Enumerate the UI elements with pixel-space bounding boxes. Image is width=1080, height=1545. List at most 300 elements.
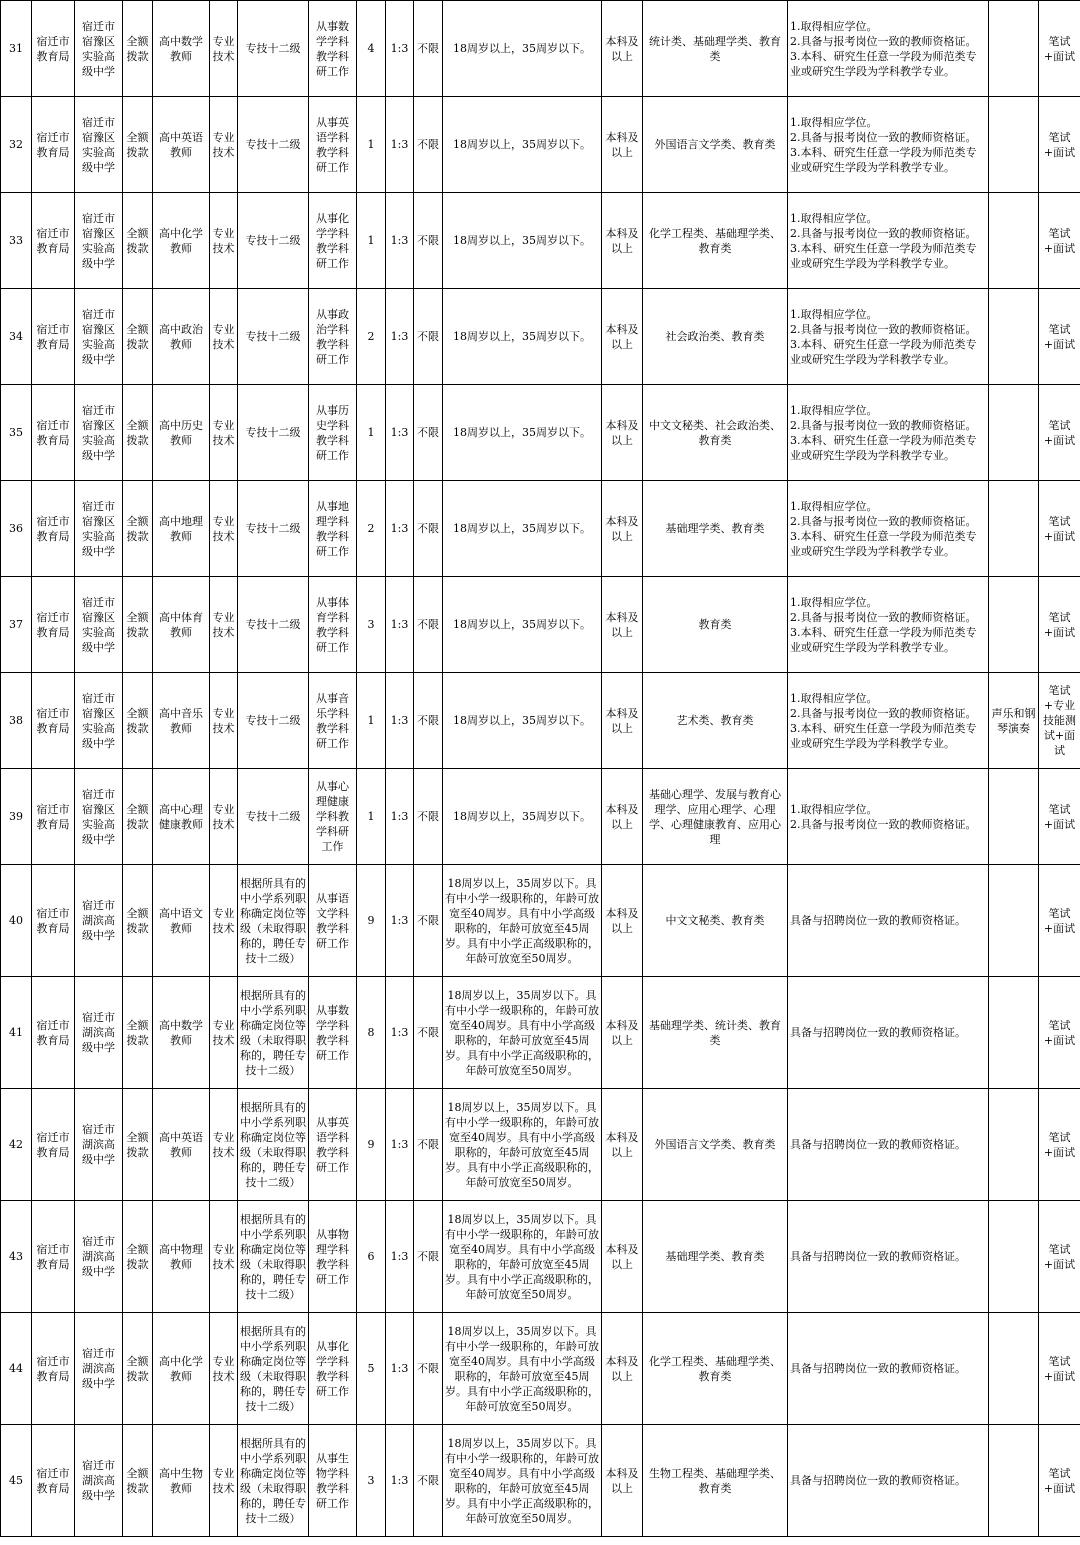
cell-unit: 宿迁市湖滨高级中学 [75, 1313, 123, 1425]
cell-exam: 笔试+面试 [1039, 577, 1080, 673]
cell-no: 38 [1, 673, 32, 769]
cell-no: 34 [1, 289, 32, 385]
cell-scope: 不限 [414, 1425, 443, 1537]
table-row-32 [1, 97, 1080, 193]
cell-no: 37 [1, 577, 32, 673]
requirement-line: 1.取得相应学位。 [790, 595, 878, 609]
table-row-33 [1, 193, 1080, 289]
table-row-41 [1, 977, 1080, 1089]
requirement-line: 具备与招聘岗位一致的教师资格证。 [790, 1474, 966, 1487]
cell-scope: 不限 [414, 673, 443, 769]
cell-position: 高中物理教师 [153, 1201, 210, 1313]
cell-education: 本科及以上 [602, 1425, 643, 1537]
cell-position: 高中历史教师 [153, 385, 210, 481]
cell-department: 宿迁市教育局 [32, 577, 75, 673]
requirement-line: 具备与招聘岗位一致的教师资格证。 [790, 1362, 966, 1375]
cell-count: 9 [357, 865, 386, 977]
cell-ratio: 1:3 [386, 385, 414, 481]
cell-funding: 全额拨款 [123, 577, 153, 673]
cell-duty: 从事心理健康学科教学科研工作 [309, 769, 357, 865]
cell-scope: 不限 [414, 1, 443, 97]
requirement-line: 1.取得相应学位。 [790, 403, 878, 417]
requirement-line: 2.具备与报考岗位一致的教师资格证。 [790, 817, 977, 831]
cell-count: 5 [357, 1313, 386, 1425]
cell-funding: 全额拨款 [123, 193, 153, 289]
cell-age: 18周岁以上，35周岁以下。 [443, 481, 602, 577]
cell-education: 本科及以上 [602, 97, 643, 193]
cell-ratio: 1:3 [386, 1201, 414, 1313]
cell-duty: 从事数学学科教学科研工作 [309, 977, 357, 1089]
cell-other-requirements [788, 1425, 989, 1537]
cell-department: 宿迁市教育局 [32, 385, 75, 481]
cell-note [989, 385, 1039, 481]
cell-department: 宿迁市教育局 [32, 769, 75, 865]
cell-note [989, 193, 1039, 289]
cell-scope: 不限 [414, 1089, 443, 1201]
cell-major: 生物工程类、基础理学类、教育类 [643, 1425, 788, 1537]
cell-no: 36 [1, 481, 32, 577]
cell-unit: 宿迁市宿豫区实验高级中学 [75, 193, 123, 289]
cell-ratio: 1:3 [386, 865, 414, 977]
cell-department: 宿迁市教育局 [32, 481, 75, 577]
table-row-38 [1, 673, 1080, 769]
cell-other-requirements [788, 769, 989, 865]
cell-position: 高中化学教师 [153, 1313, 210, 1425]
cell-funding: 全额拨款 [123, 865, 153, 977]
cell-count: 1 [357, 97, 386, 193]
cell-other-requirements [788, 977, 989, 1089]
cell-unit: 宿迁市宿豫区实验高级中学 [75, 289, 123, 385]
cell-count: 1 [357, 385, 386, 481]
cell-major: 外国语言文学类、教育类 [643, 97, 788, 193]
cell-exam: 笔试+面试 [1039, 289, 1080, 385]
cell-ratio: 1:3 [386, 481, 414, 577]
cell-scope: 不限 [414, 977, 443, 1089]
cell-position: 高中政治教师 [153, 289, 210, 385]
requirement-line: 3.本科、研究生任意一学段为师范类专业或研究生学段为学科教学专业。 [790, 337, 977, 366]
cell-count: 1 [357, 673, 386, 769]
cell-note [989, 977, 1039, 1089]
cell-no: 41 [1, 977, 32, 1089]
requirement-line: 1.取得相应学位。 [790, 499, 878, 513]
cell-other-requirements [788, 673, 989, 769]
cell-duty: 从事音乐学科教学科研工作 [309, 673, 357, 769]
cell-note [989, 577, 1039, 673]
cell-other-requirements [788, 1, 989, 97]
requirement-line: 具备与招聘岗位一致的教师资格证。 [790, 1250, 966, 1263]
table-row-39 [1, 769, 1080, 865]
cell-unit: 宿迁市湖滨高级中学 [75, 1425, 123, 1537]
cell-level: 根据所具有的中小学系列职称确定岗位等级（未取得职称的，聘任专技十二级） [238, 1313, 309, 1425]
cell-duty: 从事物理学科教学科研工作 [309, 1201, 357, 1313]
cell-note [989, 769, 1039, 865]
requirement-line: 2.具备与报考岗位一致的教师资格证。 [790, 34, 977, 48]
cell-exam: 笔试+面试 [1039, 1, 1080, 97]
cell-age: 18周岁以上，35周岁以下。 [443, 673, 602, 769]
table-row-40 [1, 865, 1080, 977]
cell-level: 根据所具有的中小学系列职称确定岗位等级（未取得职称的，聘任专技十二级） [238, 1201, 309, 1313]
cell-scope: 不限 [414, 1313, 443, 1425]
cell-exam: 笔试+专业技能测试+面试 [1039, 673, 1080, 769]
cell-category: 专业技术 [210, 1425, 238, 1537]
cell-department: 宿迁市教育局 [32, 673, 75, 769]
table-row-35 [1, 385, 1080, 481]
cell-funding: 全额拨款 [123, 977, 153, 1089]
cell-exam: 笔试+面试 [1039, 97, 1080, 193]
requirement-line: 2.具备与报考岗位一致的教师资格证。 [790, 514, 977, 528]
cell-level: 根据所具有的中小学系列职称确定岗位等级（未取得职称的，聘任专技十二级） [238, 865, 309, 977]
cell-position: 高中化学教师 [153, 193, 210, 289]
cell-level: 专技十二级 [238, 289, 309, 385]
cell-level: 专技十二级 [238, 1, 309, 97]
cell-duty: 从事体育学科教学科研工作 [309, 577, 357, 673]
cell-department: 宿迁市教育局 [32, 1, 75, 97]
cell-ratio: 1:3 [386, 1313, 414, 1425]
cell-unit: 宿迁市宿豫区实验高级中学 [75, 385, 123, 481]
requirement-line: 3.本科、研究生任意一学段为师范类专业或研究生学段为学科教学专业。 [790, 721, 977, 750]
cell-major: 化学工程类、基础理学类、教育类 [643, 1313, 788, 1425]
cell-count: 1 [357, 769, 386, 865]
cell-ratio: 1:3 [386, 977, 414, 1089]
cell-no: 42 [1, 1089, 32, 1201]
cell-count: 2 [357, 289, 386, 385]
cell-unit: 宿迁市宿豫区实验高级中学 [75, 481, 123, 577]
table-row-45 [1, 1425, 1080, 1537]
cell-major: 基础理学类、教育类 [643, 1201, 788, 1313]
cell-note [989, 289, 1039, 385]
cell-education: 本科及以上 [602, 577, 643, 673]
cell-age: 18周岁以上，35周岁以下。 [443, 289, 602, 385]
cell-unit: 宿迁市宿豫区实验高级中学 [75, 673, 123, 769]
cell-department: 宿迁市教育局 [32, 1201, 75, 1313]
cell-note [989, 97, 1039, 193]
cell-category: 专业技术 [210, 1, 238, 97]
cell-age: 18周岁以上，35周岁以下。具有中小学一级职称的，年龄可放宽至40周岁。具有中小学高级职称的，年龄可放宽至45周岁。具有中小学正高级职称的，年龄可放宽至50周岁。 [443, 1201, 602, 1313]
cell-no: 44 [1, 1313, 32, 1425]
cell-unit: 宿迁市湖滨高级中学 [75, 1201, 123, 1313]
cell-position: 高中体育教师 [153, 577, 210, 673]
cell-note [989, 865, 1039, 977]
cell-ratio: 1:3 [386, 1425, 414, 1537]
cell-major: 基础心理学、发展与教育心理学、应用心理学、心理学、心理健康教育、应用心理 [643, 769, 788, 865]
cell-education: 本科及以上 [602, 673, 643, 769]
cell-department: 宿迁市教育局 [32, 977, 75, 1089]
cell-count: 9 [357, 1089, 386, 1201]
cell-other-requirements [788, 289, 989, 385]
cell-no: 32 [1, 97, 32, 193]
cell-funding: 全额拨款 [123, 289, 153, 385]
cell-no: 45 [1, 1425, 32, 1537]
requirement-line: 3.本科、研究生任意一学段为师范类专业或研究生学段为学科教学专业。 [790, 241, 977, 270]
cell-category: 专业技术 [210, 577, 238, 673]
cell-duty: 从事语文学科教学科研工作 [309, 865, 357, 977]
cell-duty: 从事化学学科教学科研工作 [309, 1313, 357, 1425]
cell-education: 本科及以上 [602, 977, 643, 1089]
cell-scope: 不限 [414, 193, 443, 289]
cell-category: 专业技术 [210, 385, 238, 481]
cell-count: 8 [357, 977, 386, 1089]
cell-unit: 宿迁市宿豫区实验高级中学 [75, 769, 123, 865]
cell-category: 专业技术 [210, 1201, 238, 1313]
cell-note [989, 481, 1039, 577]
cell-ratio: 1:3 [386, 97, 414, 193]
cell-exam: 笔试+面试 [1039, 1313, 1080, 1425]
requirement-line: 1.取得相应学位。 [790, 307, 878, 321]
cell-department: 宿迁市教育局 [32, 97, 75, 193]
cell-age: 18周岁以上，35周岁以下。 [443, 577, 602, 673]
cell-scope: 不限 [414, 97, 443, 193]
cell-other-requirements [788, 1201, 989, 1313]
cell-duty: 从事生物学科教学科研工作 [309, 1425, 357, 1537]
cell-unit: 宿迁市宿豫区实验高级中学 [75, 97, 123, 193]
cell-department: 宿迁市教育局 [32, 289, 75, 385]
table-row-36 [1, 481, 1080, 577]
cell-age: 18周岁以上，35周岁以下。具有中小学一级职称的，年龄可放宽至40周岁。具有中小学高级职称的，年龄可放宽至45周岁。具有中小学正高级职称的，年龄可放宽至50周岁。 [443, 977, 602, 1089]
cell-education: 本科及以上 [602, 1089, 643, 1201]
cell-level: 专技十二级 [238, 97, 309, 193]
cell-ratio: 1:3 [386, 289, 414, 385]
cell-duty: 从事数学学科教学科研工作 [309, 1, 357, 97]
cell-position: 高中生物教师 [153, 1425, 210, 1537]
cell-position: 高中语文教师 [153, 865, 210, 977]
cell-note [989, 1089, 1039, 1201]
cell-no: 31 [1, 1, 32, 97]
cell-duty: 从事历史学科教学科研工作 [309, 385, 357, 481]
cell-age: 18周岁以上，35周岁以下。 [443, 193, 602, 289]
cell-funding: 全额拨款 [123, 1201, 153, 1313]
cell-exam: 笔试+面试 [1039, 1425, 1080, 1537]
cell-scope: 不限 [414, 481, 443, 577]
requirement-line: 1.取得相应学位。 [790, 211, 878, 225]
cell-level: 根据所具有的中小学系列职称确定岗位等级（未取得职称的，聘任专技十二级） [238, 977, 309, 1089]
cell-education: 本科及以上 [602, 769, 643, 865]
cell-scope: 不限 [414, 577, 443, 673]
cell-major: 外国语言文学类、教育类 [643, 1089, 788, 1201]
table-row-42 [1, 1089, 1080, 1201]
cell-funding: 全额拨款 [123, 481, 153, 577]
cell-age: 18周岁以上，35周岁以下。具有中小学一级职称的，年龄可放宽至40周岁。具有中小学高级职称的，年龄可放宽至45周岁。具有中小学正高级职称的，年龄可放宽至50周岁。 [443, 1313, 602, 1425]
cell-age: 18周岁以上，35周岁以下。具有中小学一级职称的，年龄可放宽至40周岁。具有中小学高级职称的，年龄可放宽至45周岁。具有中小学正高级职称的，年龄可放宽至50周岁。 [443, 1425, 602, 1537]
cell-count: 4 [357, 1, 386, 97]
cell-category: 专业技术 [210, 769, 238, 865]
cell-count: 3 [357, 1425, 386, 1537]
cell-no: 33 [1, 193, 32, 289]
cell-funding: 全额拨款 [123, 1313, 153, 1425]
cell-major: 教育类 [643, 577, 788, 673]
cell-no: 43 [1, 1201, 32, 1313]
cell-age: 18周岁以上，35周岁以下。 [443, 97, 602, 193]
cell-level: 专技十二级 [238, 193, 309, 289]
cell-category: 专业技术 [210, 97, 238, 193]
cell-ratio: 1:3 [386, 577, 414, 673]
cell-funding: 全额拨款 [123, 673, 153, 769]
cell-other-requirements [788, 1089, 989, 1201]
cell-category: 专业技术 [210, 289, 238, 385]
cell-category: 专业技术 [210, 193, 238, 289]
requirement-line: 具备与招聘岗位一致的教师资格证。 [790, 1026, 966, 1039]
cell-level: 专技十二级 [238, 769, 309, 865]
cell-exam: 笔试+面试 [1039, 481, 1080, 577]
cell-exam: 笔试+面试 [1039, 865, 1080, 977]
cell-exam: 笔试+面试 [1039, 1089, 1080, 1201]
cell-department: 宿迁市教育局 [32, 193, 75, 289]
cell-major: 基础理学类、教育类 [643, 481, 788, 577]
cell-count: 6 [357, 1201, 386, 1313]
cell-level: 专技十二级 [238, 577, 309, 673]
requirement-line: 3.本科、研究生任意一学段为师范类专业或研究生学段为学科教学专业。 [790, 49, 977, 78]
cell-ratio: 1:3 [386, 673, 414, 769]
table-row-44 [1, 1313, 1080, 1425]
cell-department: 宿迁市教育局 [32, 1313, 75, 1425]
cell-education: 本科及以上 [602, 865, 643, 977]
cell-major: 社会政治类、教育类 [643, 289, 788, 385]
cell-exam: 笔试+面试 [1039, 385, 1080, 481]
cell-category: 专业技术 [210, 865, 238, 977]
cell-funding: 全额拨款 [123, 385, 153, 481]
cell-ratio: 1:3 [386, 1, 414, 97]
cell-level: 根据所具有的中小学系列职称确定岗位等级（未取得职称的，聘任专技十二级） [238, 1089, 309, 1201]
requirement-line: 具备与招聘岗位一致的教师资格证。 [790, 1138, 966, 1151]
cell-age: 18周岁以上，35周岁以下。 [443, 1, 602, 97]
cell-exam: 笔试+面试 [1039, 1201, 1080, 1313]
requirement-line: 1.取得相应学位。 [790, 115, 878, 129]
cell-unit: 宿迁市宿豫区实验高级中学 [75, 577, 123, 673]
cell-note [989, 1313, 1039, 1425]
cell-category: 专业技术 [210, 977, 238, 1089]
cell-age: 18周岁以上，35周岁以下。具有中小学一级职称的，年龄可放宽至40周岁。具有中小学高级职称的，年龄可放宽至45周岁。具有中小学正高级职称的，年龄可放宽至50周岁。 [443, 865, 602, 977]
requirement-line: 1.取得相应学位。 [790, 802, 878, 816]
cell-duty: 从事地理学科教学科研工作 [309, 481, 357, 577]
cell-count: 3 [357, 577, 386, 673]
cell-position: 高中数学教师 [153, 1, 210, 97]
requirement-line: 3.本科、研究生任意一学段为师范类专业或研究生学段为学科教学专业。 [790, 625, 977, 654]
cell-duty: 从事英语学科教学科研工作 [309, 1089, 357, 1201]
cell-funding: 全额拨款 [123, 97, 153, 193]
cell-position: 高中地理教师 [153, 481, 210, 577]
requirement-line: 2.具备与报考岗位一致的教师资格证。 [790, 610, 977, 624]
cell-level: 专技十二级 [238, 385, 309, 481]
cell-major: 化学工程类、基础理学类、教育类 [643, 193, 788, 289]
cell-other-requirements [788, 481, 989, 577]
cell-department: 宿迁市教育局 [32, 865, 75, 977]
requirement-line: 3.本科、研究生任意一学段为师范类专业或研究生学段为学科教学专业。 [790, 433, 977, 462]
cell-unit: 宿迁市湖滨高级中学 [75, 1089, 123, 1201]
cell-position: 高中心理健康教师 [153, 769, 210, 865]
cell-no: 40 [1, 865, 32, 977]
table-row-31 [1, 1, 1080, 97]
cell-category: 专业技术 [210, 1089, 238, 1201]
cell-position: 高中音乐教师 [153, 673, 210, 769]
requirement-line: 具备与招聘岗位一致的教师资格证。 [790, 914, 966, 927]
cell-ratio: 1:3 [386, 193, 414, 289]
cell-position: 高中英语教师 [153, 97, 210, 193]
cell-other-requirements [788, 865, 989, 977]
table-row-34 [1, 289, 1080, 385]
cell-note [989, 1201, 1039, 1313]
cell-age: 18周岁以上，35周岁以下。 [443, 769, 602, 865]
cell-department: 宿迁市教育局 [32, 1425, 75, 1537]
cell-exam: 笔试+面试 [1039, 193, 1080, 289]
cell-major: 中文文秘类、教育类 [643, 865, 788, 977]
cell-unit: 宿迁市宿豫区实验高级中学 [75, 1, 123, 97]
cell-category: 专业技术 [210, 673, 238, 769]
cell-funding: 全额拨款 [123, 1425, 153, 1537]
cell-other-requirements [788, 1313, 989, 1425]
cell-age: 18周岁以上，35周岁以下。 [443, 385, 602, 481]
requirement-line: 2.具备与报考岗位一致的教师资格证。 [790, 322, 977, 336]
requirement-line: 2.具备与报考岗位一致的教师资格证。 [790, 418, 977, 432]
cell-unit: 宿迁市湖滨高级中学 [75, 977, 123, 1089]
cell-category: 专业技术 [210, 481, 238, 577]
table-row-37 [1, 577, 1080, 673]
cell-education: 本科及以上 [602, 1201, 643, 1313]
requirement-line: 2.具备与报考岗位一致的教师资格证。 [790, 706, 977, 720]
cell-major: 中文文秘类、社会政治类、教育类 [643, 385, 788, 481]
table-body [1, 1, 1080, 1537]
cell-note: 声乐和钢琴演奏 [989, 673, 1039, 769]
requirement-line: 3.本科、研究生任意一学段为师范类专业或研究生学段为学科教学专业。 [790, 145, 977, 174]
cell-category: 专业技术 [210, 1313, 238, 1425]
cell-duty: 从事英语学科教学科研工作 [309, 97, 357, 193]
cell-funding: 全额拨款 [123, 769, 153, 865]
cell-scope: 不限 [414, 1201, 443, 1313]
cell-position: 高中英语教师 [153, 1089, 210, 1201]
cell-education: 本科及以上 [602, 1, 643, 97]
cell-level: 专技十二级 [238, 481, 309, 577]
cell-other-requirements [788, 97, 989, 193]
cell-position: 高中数学教师 [153, 977, 210, 1089]
cell-level: 专技十二级 [238, 673, 309, 769]
cell-exam: 笔试+面试 [1039, 769, 1080, 865]
table-row-43 [1, 1201, 1080, 1313]
cell-education: 本科及以上 [602, 1313, 643, 1425]
cell-note [989, 1425, 1039, 1537]
cell-duty: 从事政治学科教学科研工作 [309, 289, 357, 385]
cell-ratio: 1:3 [386, 769, 414, 865]
cell-education: 本科及以上 [602, 481, 643, 577]
cell-scope: 不限 [414, 289, 443, 385]
cell-funding: 全额拨款 [123, 1, 153, 97]
cell-no: 35 [1, 385, 32, 481]
cell-education: 本科及以上 [602, 385, 643, 481]
cell-scope: 不限 [414, 385, 443, 481]
cell-exam: 笔试+面试 [1039, 977, 1080, 1089]
cell-major: 基础理学类、统计类、教育类 [643, 977, 788, 1089]
cell-major: 艺术类、教育类 [643, 673, 788, 769]
cell-level: 根据所具有的中小学系列职称确定岗位等级（未取得职称的，聘任专技十二级） [238, 1425, 309, 1537]
requirement-line: 2.具备与报考岗位一致的教师资格证。 [790, 130, 977, 144]
requirement-line: 2.具备与报考岗位一致的教师资格证。 [790, 226, 977, 240]
cell-duty: 从事化学学科教学科研工作 [309, 193, 357, 289]
requirement-line: 3.本科、研究生任意一学段为师范类专业或研究生学段为学科教学专业。 [790, 529, 977, 558]
requirement-line: 1.取得相应学位。 [790, 691, 878, 705]
cell-ratio: 1:3 [386, 1089, 414, 1201]
cell-department: 宿迁市教育局 [32, 1089, 75, 1201]
cell-age: 18周岁以上，35周岁以下。具有中小学一级职称的，年龄可放宽至40周岁。具有中小学高级职称的，年龄可放宽至45周岁。具有中小学正高级职称的，年龄可放宽至50周岁。 [443, 1089, 602, 1201]
cell-scope: 不限 [414, 865, 443, 977]
cell-funding: 全额拨款 [123, 1089, 153, 1201]
requirement-line: 1.取得相应学位。 [790, 19, 878, 33]
cell-note [989, 1, 1039, 97]
cell-unit: 宿迁市湖滨高级中学 [75, 865, 123, 977]
cell-count: 2 [357, 481, 386, 577]
cell-major: 统计类、基础理学类、教育类 [643, 1, 788, 97]
cell-count: 1 [357, 193, 386, 289]
cell-no: 39 [1, 769, 32, 865]
cell-other-requirements [788, 577, 989, 673]
cell-other-requirements [788, 385, 989, 481]
cell-education: 本科及以上 [602, 289, 643, 385]
